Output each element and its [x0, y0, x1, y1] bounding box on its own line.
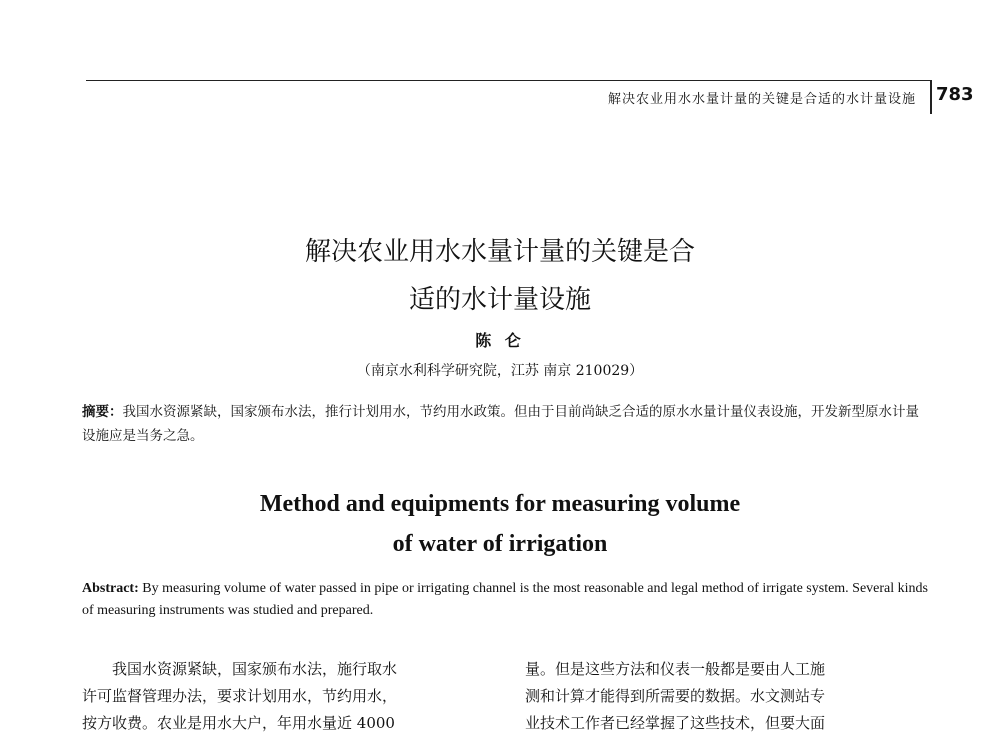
- body-line: 按方收费。农业是用水大户，年用水量近 4000: [82, 714, 395, 732]
- abstract-cn-text: 我国水资源紧缺，国家颁布水法，推行计划用水，节约用水政策。但由于目前尚缺乏合适的原水水量计量仪表设施，开发新型原水计量设施应是当务之急。: [82, 404, 919, 444]
- article-title-cn-line1: 解决农业用水水量计量的关键是合: [304, 237, 695, 267]
- abstract-cn: [82, 400, 932, 448]
- header-rule: [86, 80, 931, 81]
- article-title-cn: [0, 228, 1000, 324]
- author-name: 陈 仑: [475, 331, 525, 350]
- article-title-cn-line2: 适的水计量设施: [408, 285, 591, 315]
- article-title-en-line1: Method and equipments for measuring volume: [259, 491, 741, 517]
- header-separator: [930, 80, 932, 114]
- body-line: 业技术工作者已经掌握了这些技术，但要大面: [525, 714, 826, 732]
- author-affiliation: （南京水利科学研究院，江苏 南京 210029）: [356, 363, 644, 379]
- abstract-cn-label: 摘要：: [82, 404, 123, 420]
- article-title-en-line2: of water of irrigation: [392, 531, 608, 557]
- running-title: 解决农业用水水量计量的关键是合适的水计量设施: [607, 92, 916, 107]
- page-number: 783: [936, 84, 974, 105]
- body-line: 测和计算才能得到所需要的数据。水文测站专: [525, 687, 826, 705]
- abstract-en-text: By measuring volume of water passed in pipe or irrigating channel is the most reasonable and legal method of irrigate system. Several kinds of measuring instruments was studied and prepared.: [82, 581, 929, 618]
- body-line: 量。但是这些方法和仪表一般都是要由人工施: [525, 660, 826, 678]
- body-line: 我国水资源紧缺，国家颁布水法，施行取水: [112, 660, 398, 678]
- abstract-en-label: Abstract:: [82, 581, 139, 596]
- article-title-en: [0, 484, 1000, 564]
- body-column-right: [525, 656, 945, 737]
- abstract-en: [82, 578, 942, 622]
- body-line: 许可监督管理办法，要求计划用水，节约用水，: [82, 687, 398, 705]
- body-column-left: [82, 656, 502, 737]
